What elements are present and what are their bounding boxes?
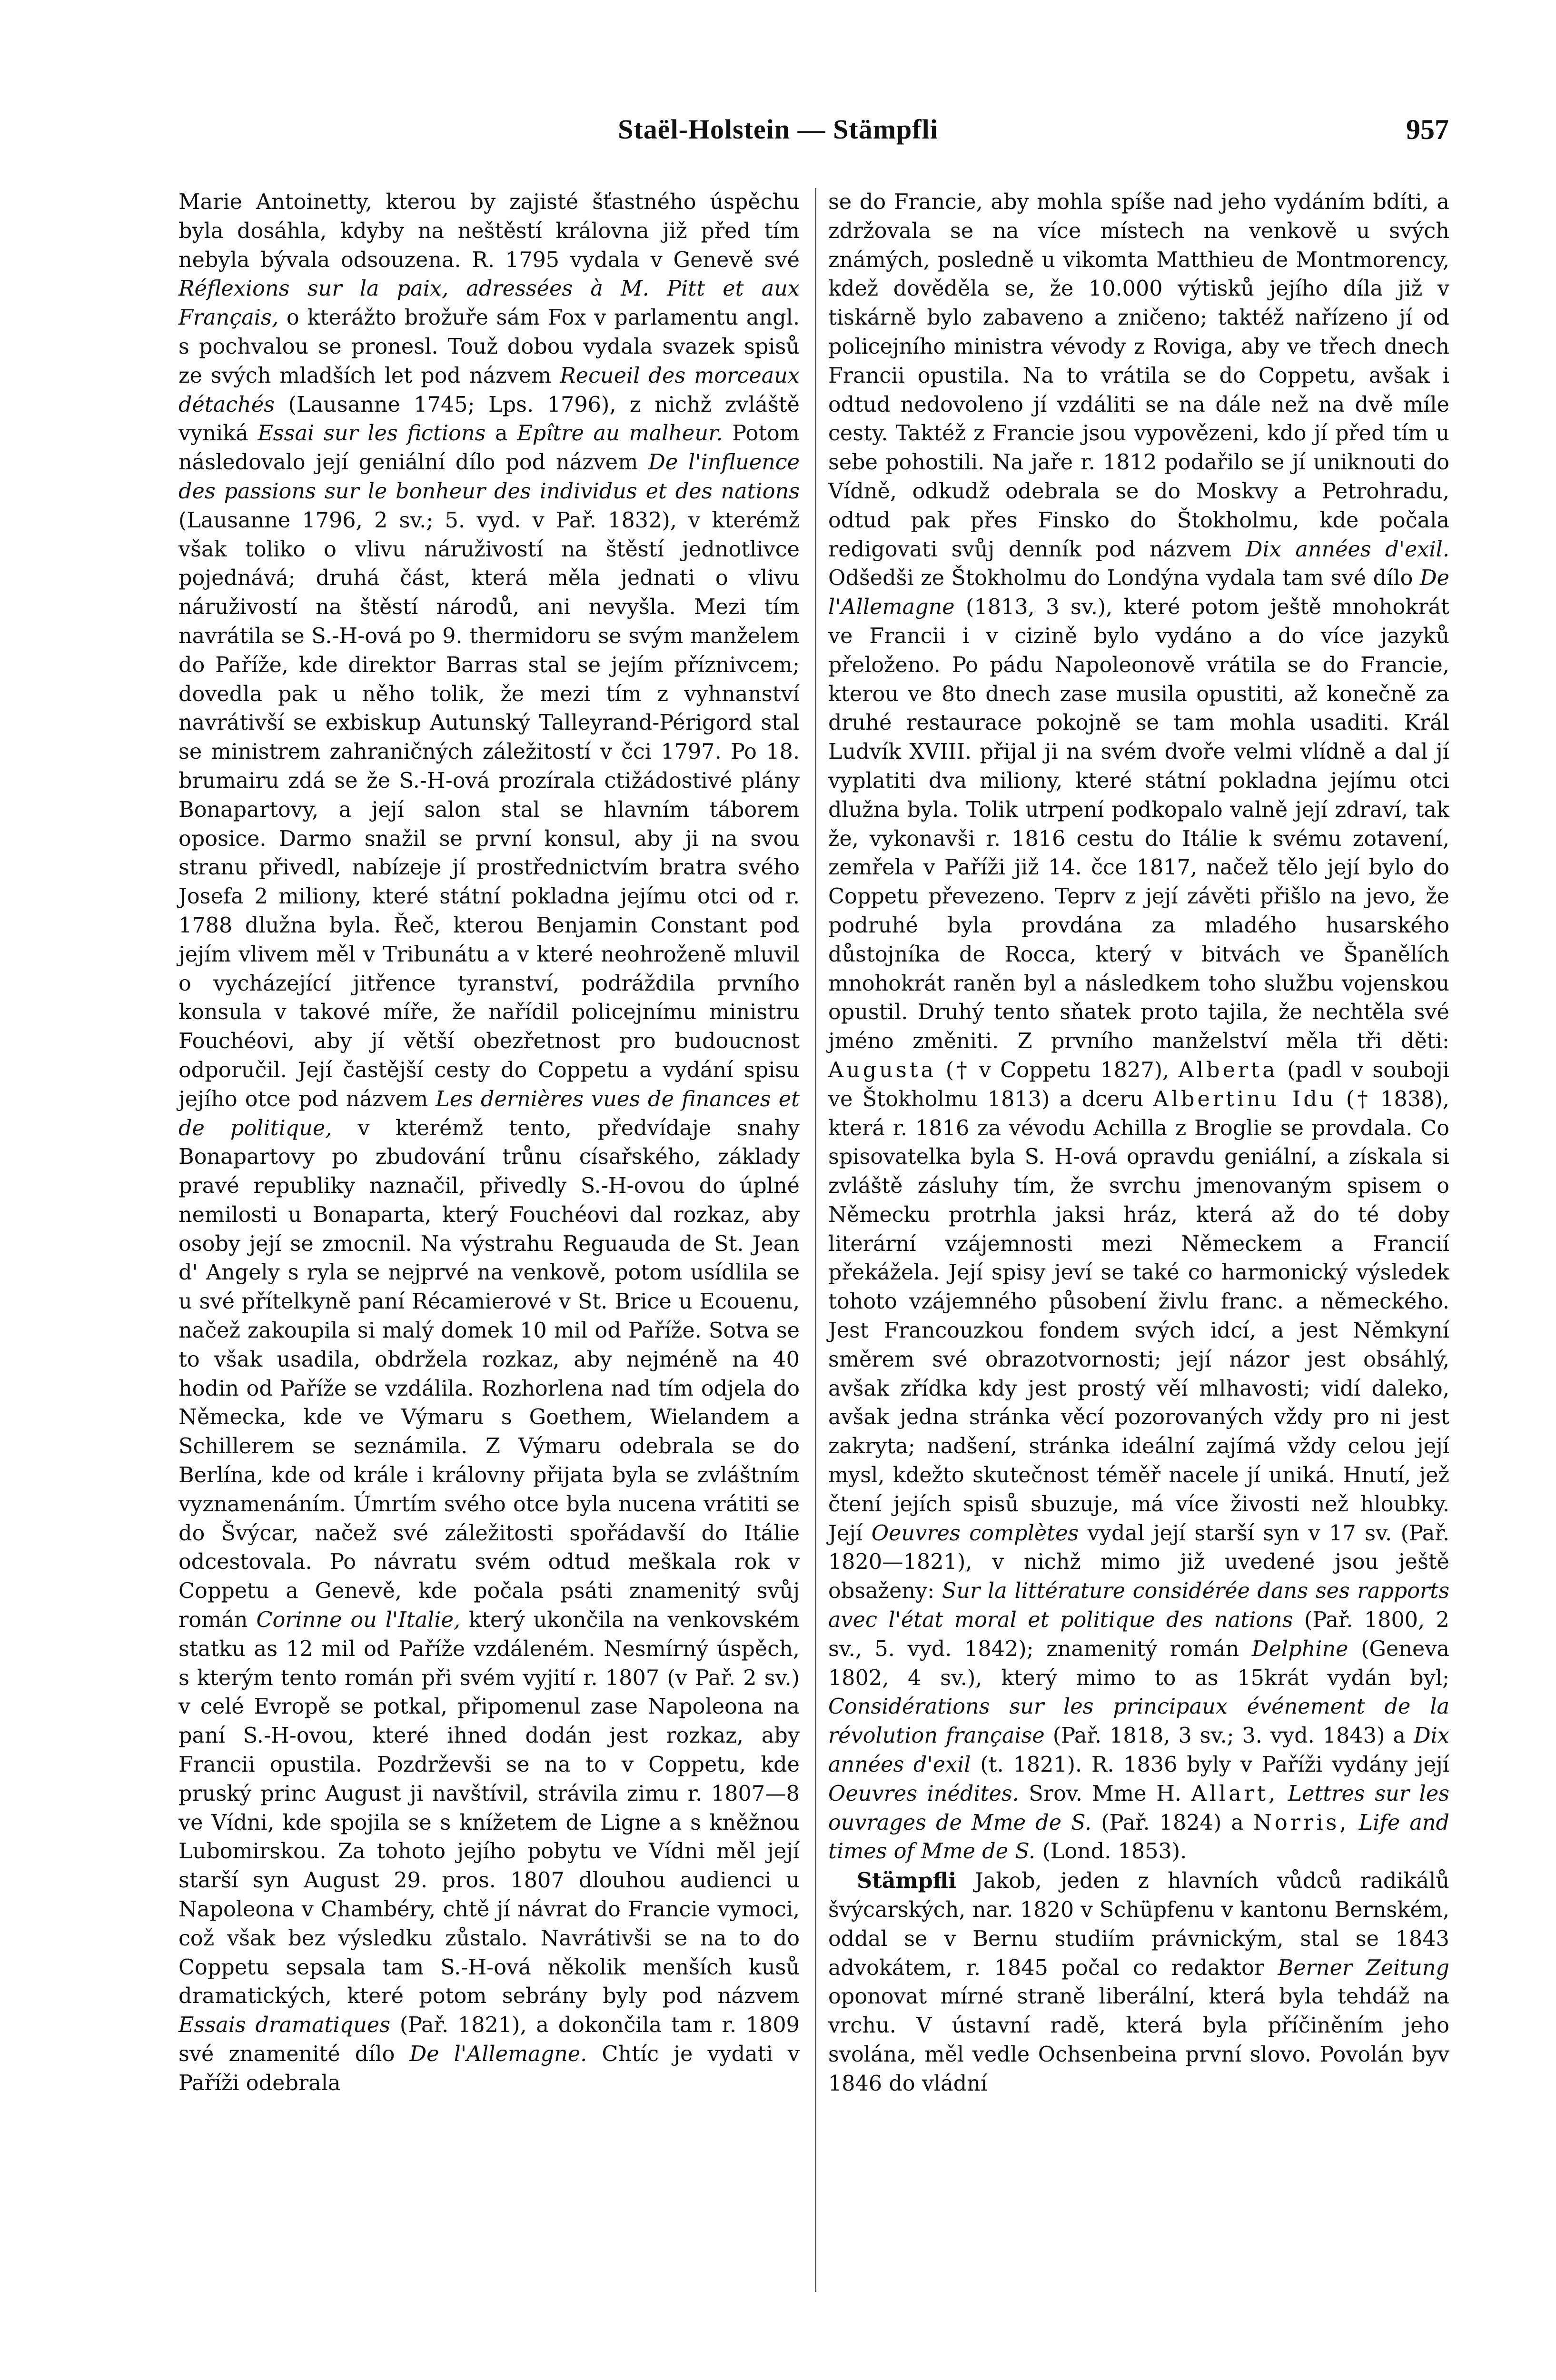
left-column	[178, 188, 800, 2098]
text-run: Considérations sur les principaux événement de la révolution française	[828, 1695, 1449, 1748]
text-run: (Lond. 1853).	[1035, 1839, 1187, 1864]
text-run: Odšedši ze Štokholmu do Londýna vydala tam své dílo	[828, 566, 1420, 591]
text-run: Recueil des morceaux détachés	[178, 363, 800, 417]
text-run: Chtíc je vydati v Paříži odebrala	[178, 2042, 800, 2095]
text-run: Dix années d'exil.	[1245, 537, 1449, 562]
text-run: Sur la littérature considérée dans ses rapports avec l'état moral et politique des nations	[828, 1579, 1449, 1633]
text-run: Marie Antoinetty, kterou by zajisté šťastného úspěchu byla dosáhla, kdyby na neštěstí královna již před tím nebyla bývala odsouzena. R. 1795 vydala v Genevě své	[178, 190, 800, 272]
text-run: Allart,	[1191, 1781, 1278, 1806]
text-run: (Geneva 1802, 4 sv.), který mimo to as 15krát vydán byl;	[828, 1636, 1449, 1690]
text-run: Srov. Mme H.	[1019, 1781, 1191, 1806]
right-column	[828, 188, 1449, 2099]
text-run: (Pař. 1818, 3 sv.; 3. vyd. 1843) a	[1044, 1724, 1414, 1748]
text-run: (1813, 3 sv.), které potom ještě mnohokrát ve Francii i v cizině bylo vydáno a do více jazyků přeloženo. Po pádu Napoleonově vrátila se do Francie, kterou ve 8to dnech zase musila opustiti, až konečně za druhé restaurace pokojně se tam mohla usaditi. Král Ludvík XVIII. přijal ji na svém dvoře velmi vlídně a dal jí vyplatiti dva miliony, které státní pokladna jejímu otci dlužna byla. Tolik utrpení podkopalo valně její zdraví, tak že, vykonavši r. 1816 cestu do Itálie k svému zotavení, zemřela v Paříži již 14. čce 1817, načež tělo její bylo do Coppetu převezeno. Teprv z její závěti přišlo na jevo, že podruhé byla provdána za mladého husarského důstojníka de Rocca, který v bitvách ve Španělích mnohokrát raněn byl a následkem toho službu vojenskou opustil. Druhý tento sňatek proto tajila, že nechtěla své jméno změniti. Z prvního manželství měla tři děti:	[828, 595, 1449, 1054]
text-run: (Lausanne 1745; Lps. 1796), z nichž zvláště vyniká	[178, 392, 800, 446]
text-run: († v Coppetu 1827),	[936, 1058, 1179, 1082]
left-column-text	[178, 188, 800, 2098]
text-run: Jakob, jeden z hlavních vůdců radikálů švýcarských, nar. 1820 v Schüpfenu v kantonu Bernském, oddal se v Bernu studiím právnickým, stal se 1843 advokátem, r. 1845 počal co redaktor	[828, 1869, 1449, 1980]
text-run: Dix années d'exil	[828, 1724, 1449, 1777]
text-run: Alberta	[1178, 1058, 1278, 1082]
text-run: Essais dramatiques	[178, 2013, 390, 2038]
text-run: se do Francie, aby mohla spíše nad jeho vydáním bdíti, a zdržovala se na více místech na venkově u svých známých, posledně u vikomta Matthieu de Montmorency, kdež dověděla se, že 10.000 výtisků jejího díla již v tiskárně bylo zabaveno a zničeno; taktéž nařízeno jí od policejního ministra vévody z Roviga, aby ve třech dnech Francii opustila. Na to vrátila se do Coppetu, avšak i odtud nedovoleno jí vzdáliti se na dále než na dvě míle cesty. Taktéž z Francie jsou vypovězeni, kdo jí před tím u sebe pohostili. Na jaře r. 1812 podařilo se jí uniknouti do Vídně, odkudž odebrala se do Moskvy a Petrohradu, odtud pak přes Finsko do Štokholmu, kde počala redigovati svůj denník pod názvem	[828, 190, 1449, 562]
page-number: 957	[1406, 114, 1449, 145]
text-run: Epître au malheur.	[517, 421, 723, 446]
text-run: Life and times of Mme de S.	[828, 1810, 1449, 1864]
text-run: Essai sur les fictions	[258, 421, 486, 446]
text-run: Stämpfli	[857, 1868, 956, 1894]
text-run: Albertinu Idu	[1153, 1087, 1337, 1111]
column-divider	[815, 188, 816, 2292]
text-run: který ukončila na venkovském statku as 12 mil od Paříže vzdáleném. Nesmírný úspěch, s kterým tento román při svém vyjití r. 1807 (v Pař. 2 sv.) v celé Evropě se potkal, připomenul zase Napoleona na paní S.-H-ovou, které ihned dodán jest rozkaz, aby Francii opustila. Pozdrževši se na to v Coppetu, kde pruský princ August ji navštívil, strávila zimu r. 1807—8 ve Vídni, kde spojila se s knížetem de Ligne a s kněžnou Lubomirskou. Za tohoto jejího pobytu ve Vídni měl její starší syn August 29. pros. 1807 dlouhou audienci u Napoleona v Chambéry, chtě jí návrat do Francie vymoci, což však bez výsledku zůstalo. Navrátivši se na to do Coppetu sepsala tam S.-H-ová několik menších kusů dramatických, které potom sebrány byly pod názvem	[178, 1608, 800, 2009]
text-run: v kterémž tento, předvídaje snahy Bonapartovy po zbudování trůnu císařského, základy pravé republiky naznačil, přivedly S.-H-ovou do úplné nemilosti u Bonaparta, který Fouchéovi dal rozkaz, aby osoby její se zmocnil. Na výstrahu Reguauda de St. Jean d' Angely s ryla se nejprvé na venkově, potom usídlila se u své přítelkyně paní Récamierové v St. Brice u Ecouenu, načež zakoupila si malý domek 10 mil od Paříže. Sotva se to však usadila, obdržela rozkaz, aby nejméně na 40 hodin od Paříže se vzdálila. Rozhorlena nad tím odjela do Německa, kde ve Výmaru s Goethem, Wielandem a Schillerem se seznámila. Z Výmaru odebrala se do Berlína, kde od krále i královny přijata byla se zvláštním vyznamenáním. Úmrtím svého otce byla nucena vrátiti se do Švýcar, načež své záležitosti spořádavší do Itálie odcestovala. Po návratu svém odtud meškala rok v Coppetu a Genevě, kde počala psáti znamenitý svůj román	[178, 1116, 800, 1633]
page-header	[0, 113, 1556, 156]
text-run: De l'Allemagne	[828, 566, 1449, 620]
text-run: Berner Zeitung	[1278, 1955, 1449, 1980]
text-run: De l'Allemagne.	[409, 2042, 587, 2066]
text-run: Oeuvres complètes	[871, 1521, 1079, 1546]
text-run: vydal její starší syn v 17 sv. (Pař. 1820—1821), v nichž mimo již uvedené jsou ještě obsaženy:	[828, 1521, 1449, 1604]
text-run: Delphine	[1251, 1636, 1348, 1661]
text-run: (Lausanne 1796, 2 sv.; 5. vyd. v Pař. 1832), v kterémž však toliko o vlivu náruživostí na štěstí jednotlivce pojednává; druhá část, která měla jednati o vlivu náruživostí na štěstí národů, ani nevyšla. Mezi tím navrátila se S.-H-ová po 9. thermidoru se svým manželem do Paříže, kde direktor Barras stal se jejím příznivcem; dovedla pak u něho tolik, že mezi tím z vyhnanství navrátivší se exbiskup Autunský Talleyrand-Périgord stal se ministrem zahraničných záležitostí v čci 1797. Po 18. brumairu zdá se že S.-H-ová prozírala ctižádostivé plány Bonapartovy, a její salon stal se hlavním táborem oposice. Darmo snažil se první konsul, aby ji na svou stranu přivedl, nabízeje jí prostřednictvím bratra svého Josefa 2 miliony, které státní pokladna jejímu otci od r. 1788 dlužna byla. Řeč, kterou Benjamin Constant pod jejím vlivem měl v Tribunátu a v které neohroženě mluvil o vycházející jitřence tyranství, podráždila prvního konsula v takové míře, že nařídil policejnímu ministru Fouchéovi, aby jí větší obezřetnost pro budoucnost odporučil. Její častější cesty do Coppetu a vydání spisu jejího otce pod názvem	[178, 508, 800, 1111]
right-column-text	[828, 188, 1449, 2099]
text-run: Les dernières vues de finances et de politique,	[178, 1087, 800, 1140]
text-run: (Pař. 1824) a	[1091, 1810, 1254, 1835]
text-run: De l'influence des passions sur le bonheur des individus et des nations	[178, 450, 800, 504]
text-run: Potom následovalo její geniální dílo pod názvem	[178, 421, 800, 475]
text-run: Corinne ou l'Italie,	[256, 1608, 461, 1633]
text-run: (t. 1821). R. 1836 byly v Paříži vydány její	[971, 1753, 1449, 1777]
text-run: (padl v souboji ve Štokholmu 1813) a dceru	[828, 1058, 1449, 1111]
text-run	[1349, 1811, 1359, 1835]
text-run: (Pař. 1821), a dokončila tam r. 1809 své znamenité dílo	[178, 2013, 800, 2066]
text-run: Augusta	[828, 1058, 937, 1082]
text-run: o kterážto brožuře sám Fox v parlamentu angl. s pochvalou se pronesl. Touž dobou vydala svazek spisů ze svých mladších let pod názvem	[178, 306, 800, 388]
text-run: Oeuvres inédites.	[828, 1781, 1019, 1806]
text-run: a	[486, 421, 517, 446]
text-run: (Pař. 1800, 2 sv., 5. vyd. 1842); znamenitý román	[828, 1608, 1449, 1661]
text-run	[1278, 1782, 1288, 1806]
text-run: Lettres sur les ouvrages de Mme de S.	[828, 1781, 1449, 1835]
text-run: Norris,	[1253, 1810, 1349, 1835]
running-head: Staël-Holstein — Stämpfli	[618, 114, 938, 145]
text-run: Réflexions sur la paix, adressées à M. Pitt et aux Français,	[178, 277, 800, 330]
text-run: († 1838), která r. 1816 za vévodu Achilla z Broglie se provdala. Co spisovatelka byla S. H-ová opravdu geniální, a získala si zvláště zásluhy tím, že svrchu jmenovaným spisem o Německu protrhla jaksi hráz, která až do té doby literární vzájemnosti mezi Německem a Francií překážela. Její spisy jeví se také co harmonický výsledek tohoto vzájemného působení živlu franc. a německého. Jest Francouzkou fondem svých idcí, a jest Němkyní směrem své obrazotvornosti; její názor jest obsáhlý, avšak zřídka kdy jest prostý věí mlhavosti; vidí daleko, avšak jedna stránka věcí pozorovaných vždy pro ni jest zakryta; nadšení, stránka ideální zajímá vždy celou její mysl, kdežto skutečnost téměř nacele jí uniká. Hnutí, jež čtení jejích spisů sbuzuje, má více živosti než hloubky. Její	[828, 1087, 1449, 1546]
text-run: oponovat mírné straně liberální, která byla tehdáž na vrchu. V ústavní radě, která byla příčiněním jeho svolána, měl vedle Ochsenbeina první slovo. Povolán byv 1846 do vládní	[828, 1984, 1449, 2096]
